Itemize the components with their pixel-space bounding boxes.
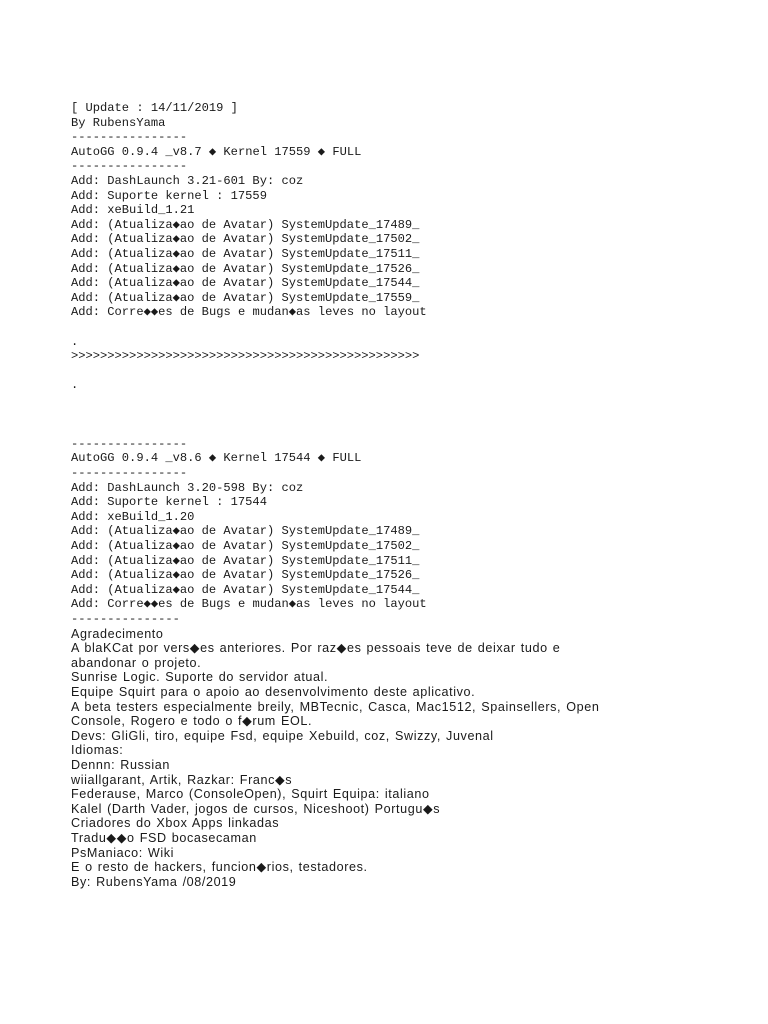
dot-marker: . [71,334,79,349]
credits-line: Dennn: Russian [71,757,171,772]
list-item: Add: xeBuild_1.20 [71,509,195,524]
credits-line: Console, Rogero e todo o f◆rum EOL. [71,714,313,729]
list-item: Add: DashLaunch 3.21-601 By: coz [71,173,304,188]
list-item: Add: (Atualiza◆ao de Avatar) SystemUpdate_17502_ [71,539,420,554]
list-item: Add: Suporte kernel : 17544 [71,495,267,510]
list-item: Add: DashLaunch 3.20-598 By: coz [71,480,304,495]
separator: ---------------- [71,130,188,145]
list-item: Add: (Atualiza◆ao de Avatar) SystemUpdate_17489_ [71,524,420,539]
credits-line: Idiomas: [71,743,124,758]
list-item: Add: (Atualiza◆ao de Avatar) SystemUpdate_17526_ [71,568,420,583]
credits-line: Sunrise Logic. Suporte do servidor atual. [71,670,329,685]
list-item: Add: xeBuild_1.21 [71,203,195,218]
credits-line: wiiallgarant, Artik, Razkar: Franc◆s [71,772,293,787]
dot-marker: . [71,378,79,393]
list-item: Add: (Atualiza◆ao de Avatar) SystemUpdate_17526_ [71,261,420,276]
list-item: Add: (Atualiza◆ao de Avatar) SystemUpdate_17489_ [71,217,420,232]
credits-line: A beta testers especialmente breily, MBTecnic, Casca, Mac1512, Spainsellers, Open [71,699,600,714]
list-item: Add: (Atualiza◆ao de Avatar) SystemUpdate_17502_ [71,232,420,247]
credits-signature: By: RubensYama /08/2019 [71,874,237,889]
credits-line: abandonar o projeto. [71,655,202,670]
credits-line: E o resto de hackers, funcion◆rios, testadores. [71,860,368,875]
list-item: Add: (Atualiza◆ao de Avatar) SystemUpdate_17544_ [71,582,420,597]
changelog-document [71,101,751,889]
credits-line: Criadores do Xbox Apps linkadas [71,816,280,831]
list-item: Add: (Atualiza◆ao de Avatar) SystemUpdate_17559_ [71,290,420,305]
list-item: Add: Suporte kernel : 17559 [71,188,267,203]
arrow-divider: >>>>>>>>>>>>>>>>>>>>>>>>>>>>>>>>>>>>>>>>>>>>>>>> [71,349,420,364]
credits-line: Equipe Squirt para o apoio ao desenvolvimento deste aplicativo. [71,684,476,699]
separator: ---------------- [71,159,188,174]
list-item: Add: Corre◆◆es de Bugs e mudan◆as leves no layout [71,305,427,320]
release-title: AutoGG 0.9.4 _v8.7 ◆ Kernel 17559 ◆ FULL [71,144,362,159]
list-item: Add: Corre◆◆es de Bugs e mudan◆as leves no layout [71,597,427,612]
separator: --------------- [71,612,180,626]
author-line: By RubensYama [71,115,166,130]
credits-section [71,627,751,890]
list-item: Add: (Atualiza◆ao de Avatar) SystemUpdate_17511_ [71,553,420,568]
list-item: Add: (Atualiza◆ao de Avatar) SystemUpdate_17511_ [71,246,420,261]
release-title: AutoGG 0.9.4 _v8.6 ◆ Kernel 17544 ◆ FULL [71,451,362,466]
credits-line: Devs: GliGli, tiro, equipe Fsd, equipe Xebuild, coz, Swizzy, Juvenal [71,728,494,743]
credits-line: A blaKCat por vers◆es anteriores. Por raz◆es pessoais teve de deixar tudo e [71,641,561,656]
credits-line: Tradu◆◆o FSD bocasecaman [71,830,257,845]
credits-heading: Agradecimento [71,626,164,641]
separator: ---------------- [71,466,188,481]
credits-line: Federause, Marco (ConsoleOpen), Squirt Equipa: italiano [71,787,430,802]
release-changes-list [71,481,751,612]
list-item: Add: (Atualiza◆ao de Avatar) SystemUpdate_17544_ [71,276,420,291]
update-date-line: [ Update : 14/11/2019 ] [71,101,238,115]
release-changes-list [71,174,751,320]
credits-line: Kalel (Darth Vader, jogos de cursos, Niceshoot) Portugu◆s [71,801,441,816]
credits-line: PsManiaco: Wiki [71,845,175,860]
separator: ---------------- [71,436,188,451]
